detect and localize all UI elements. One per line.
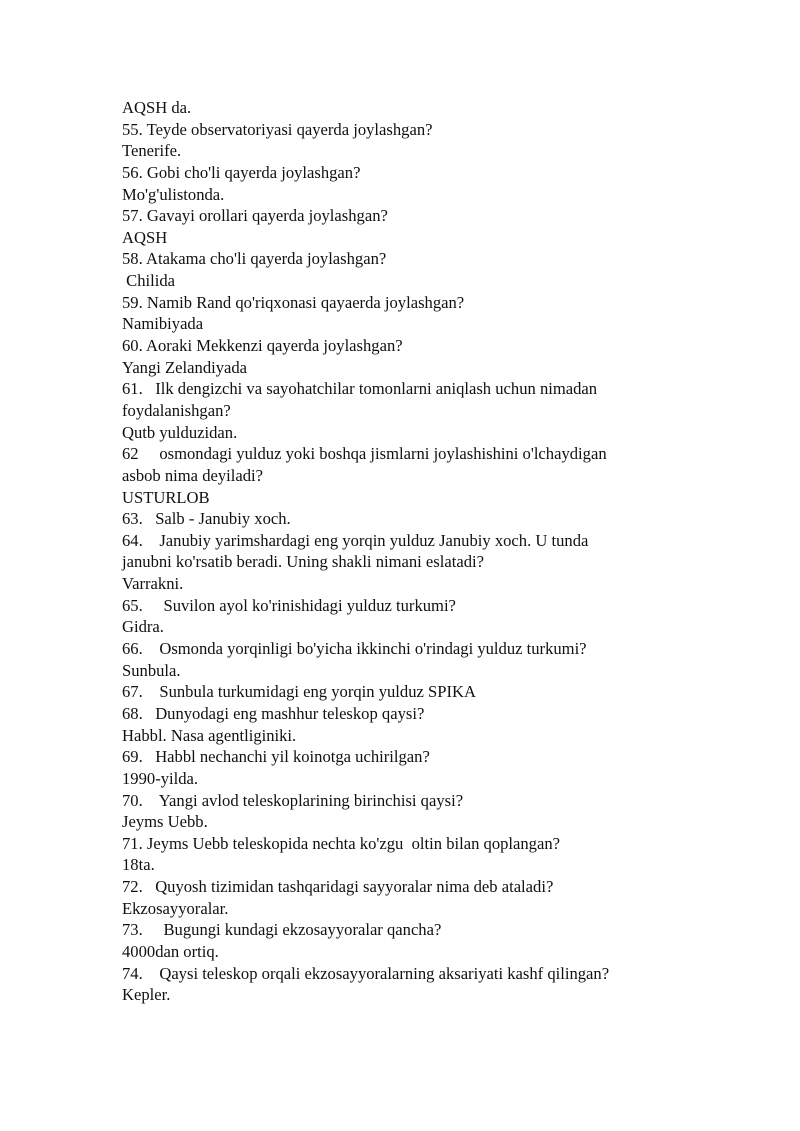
- text-line: 4000dan ortiq.: [122, 941, 219, 961]
- text-line: 1990-yilda.: [122, 768, 199, 788]
- text-line: 69. Habbl nechanchi yil koinotga uchirilgan?: [122, 747, 430, 767]
- document-body: [122, 97, 682, 1006]
- text-line: 57. Gavayi orollari qayerda joylashgan?: [122, 206, 388, 226]
- text-line: Qutb yulduzidan.: [122, 422, 238, 442]
- text-line: USTURLOB: [122, 487, 210, 507]
- text-line: 68. Dunyodagi eng mashhur teleskop qaysi?: [122, 703, 425, 723]
- text-line: Namibiyada: [122, 314, 204, 334]
- text-line: janubni ko'rsatib beradi. Uning shakli nimani eslatadi?: [122, 552, 484, 572]
- text-line: Varrakni.: [122, 574, 184, 594]
- text-line: Gidra.: [122, 617, 164, 637]
- text-line: Kepler.: [122, 985, 171, 1005]
- text-line: 73. Bugungi kundagi ekzosayyoralar qancha?: [122, 920, 442, 940]
- text-line: Tenerife.: [122, 141, 182, 161]
- text-line: 66. Osmonda yorqinligi bo'yicha ikkinchi o'rindagi yulduz turkumi?: [122, 639, 587, 659]
- text-line: 65. Suvilon ayol ko'rinishidagi yulduz turkumi?: [122, 595, 456, 615]
- text-line: 64. Janubiy yarimshardagi eng yorqin yulduz Janubiy xoch. U tunda: [122, 530, 589, 550]
- text-line: 59. Namib Rand qo'riqxonasi qayaerda joylashgan?: [122, 292, 465, 312]
- text-line: 71. Jeyms Uebb teleskopida nechta ko'zgu oltin bilan qoplangan?: [122, 833, 561, 853]
- text-line: Habbl. Nasa agentliginiki.: [122, 725, 297, 745]
- text-line: 55. Teyde observatoriyasi qayerda joylashgan?: [122, 119, 433, 139]
- text-line: AQSH: [122, 227, 168, 247]
- text-line: Ekzosayyoralar.: [122, 898, 229, 918]
- text-line: Yangi Zelandiyada: [122, 357, 248, 377]
- text-line: 72. Quyosh tizimidan tashqaridagi sayyoralar nima deb ataladi?: [122, 877, 554, 897]
- text-line: 56. Gobi cho'li qayerda joylashgan?: [122, 162, 361, 182]
- text-line: Sunbula.: [122, 660, 181, 680]
- text-line: Mo'g'ulistonda.: [122, 184, 225, 204]
- text-line: 74. Qaysi teleskop orqali ekzosayyoralarning aksariyati kashf qilingan?: [122, 963, 610, 983]
- text-line: 58. Atakama cho'li qayerda joylashgan?: [122, 249, 387, 269]
- text-line: AQSH da.: [122, 98, 192, 117]
- text-line: foydalanishgan?: [122, 400, 231, 420]
- text-line: asbob nima deyiladi?: [122, 465, 264, 485]
- text-line: 67. Sunbula turkumidagi eng yorqin yulduz SPIKA: [122, 682, 476, 702]
- text-line: 61. Ilk dengizchi va sayohatchilar tomonlarni aniqlash uchun nimadan: [122, 379, 598, 399]
- text-line: 70. Yangi avlod teleskoplarining birinchisi qaysi?: [122, 790, 464, 810]
- text-line: 18ta.: [122, 855, 155, 875]
- text-line: 63. Salb - Janubiy xoch.: [122, 509, 291, 529]
- text-line: Chilida: [122, 271, 176, 291]
- text-line: 60. Aoraki Mekkenzi qayerda joylashgan?: [122, 336, 403, 356]
- text-line: Jeyms Uebb.: [122, 812, 208, 832]
- text-line: 62 osmondagi yulduz yoki boshqa jismlarni joylashishini o'lchaydigan: [122, 444, 607, 464]
